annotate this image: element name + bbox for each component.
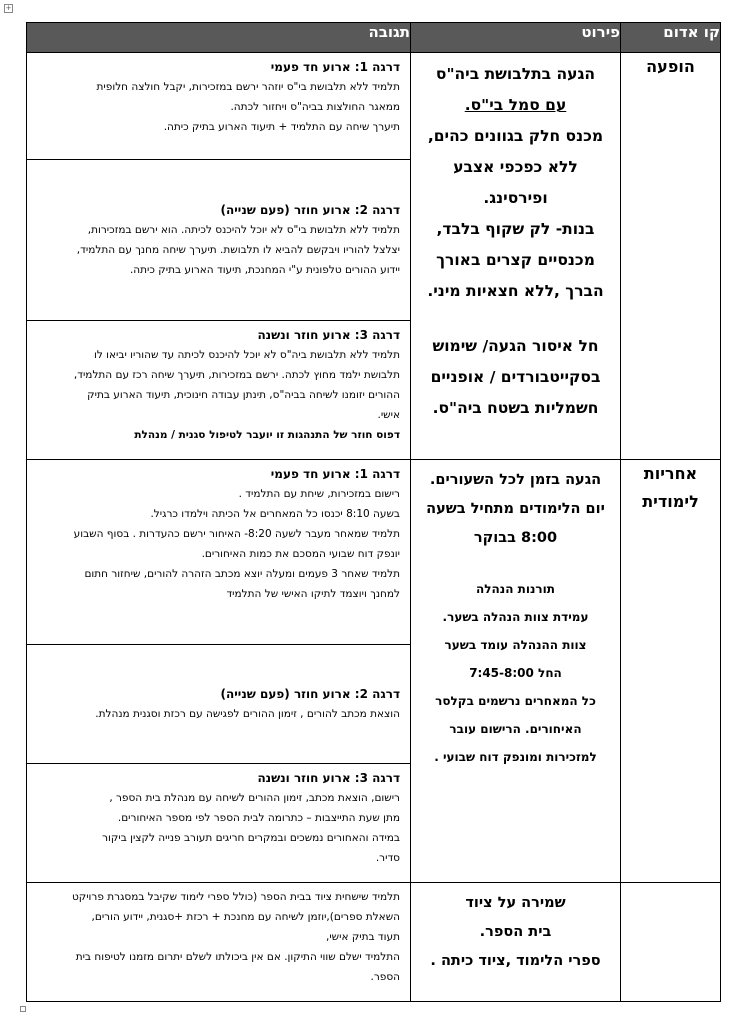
end-marker-icon <box>20 1006 26 1012</box>
response-level-2: דרגה 2: ארוע חוזר (פעם שנייה) הוצאת מכתב להורים , זימון ההורים לפגישה עם רכזת וסגנית מנהלת. <box>27 645 411 764</box>
header-row <box>27 23 721 53</box>
line-equipment <box>621 883 721 1002</box>
detail-equipment: שמירה על ציוד בית הספר. ספרי הלימוד ,ציוד כיתה . <box>411 883 621 1002</box>
line-appearance: הופעה <box>621 53 721 460</box>
response-equipment: תלמיד שישחית ציוד בבית הספר (כולל ספרי לימוד שקיבל במסגרת פרויקט השאלת ספרים),יוזמן לשיחה עם מחנכת + רכזת +סגנית, יידוע הורים, תעוד בתיק אישי, התלמיד ישלם שווי התיקון. אם אין ביכולתו לשלם יתרום מזמנו לטיפוח בית הספר. <box>27 883 411 1002</box>
response-level-2: דרגה 2: ארוע חוזר (פעם שנייה) תלמיד ללא תלבושת בי"ס לא יוכל להיכנס לכיתה. הוא ירשם במזכירות, יצלצל להוריו ויבקשם להביא לו תלבושת. תיערך שיחה מחנך עם התלמיד, יידוע ההורים טלפונית ע"י המחנכת, תיעוד הארוע בתיק כיתה. <box>27 160 411 321</box>
table-row <box>27 53 721 160</box>
header-detail: פירוט <box>411 23 621 53</box>
red-lines-table <box>26 22 721 1002</box>
table-row <box>27 883 721 1002</box>
detail-academic: הגעה בזמן לכל השעורים. יום הלימודים מתחיל בשעה 8:00 בבוקר תורנות הנהלה עמידת צוות הנהלה בשער. צוות ההנהלה עומד בשער החל 7:45-8:00 כל המאחרים נרשמים בקלסר האיחורים. הרישום עובר למזכירות ומונפק דוח שבועי . <box>411 460 621 883</box>
table-move-handle-icon[interactable]: + <box>5 4 12 12</box>
header-line: קו אדום <box>621 23 721 53</box>
response-level-3: דרגה 3: ארוע חוזר ונשנה תלמיד ללא תלבושת ביה"ס לא יוכל להיכנס לכיתה עד שהוריו יביאו לו תלבושת ילמד מחוץ לכתה. ירשם במזכירות, תיערך שיחה רכז עם התלמיד, ההורים יזומנו לשיחה בביה"ס, תינתן עבודה חינוכית, תיעוד הארוע בתיק אישי. דפוס חוזר של התנהגות זו יועבר לטיפול סגנית / מנהלת <box>27 321 411 460</box>
table-row <box>27 460 721 645</box>
line-academic: אחריות לימודית <box>621 460 721 883</box>
response-level-1: דרגה 1: ארוע חד פעמי רישום במזכירות, שיחת עם התלמיד . בשעה 8:10 יכנסו כל המאחרים אל הכיתה וילמדו כרגיל. תלמיד שמאחר מעבר לשעה 8:20- האיחור ירשם כהעדרות . בסוף השבוע יונפק דוח שבועי המסכם את כמות האיחורים. תלמיד שאחר 3 פעמים ומעלה יוצא מכתב הזהרה להורים, שיחזור חתום למחנך ויוצמד לתיקו האישי של התלמיד <box>27 460 411 645</box>
detail-appearance: הגעה בתלבושת ביה"ס עם סמל בי"ס. מכנס חלק בגוונים כהים, ללא כפכפי אצבע ופירסינג. בנות- לק שקוף בלבד, מכנסיים קצרים באורך הברך ,ללא חצאיות מיני. חל איסור הגעה/ שימוש בסקייטבורדים / אופניים חשמליות בשטח ביה"ס. <box>411 53 621 460</box>
header-response: תגובה <box>27 23 411 53</box>
response-level-3: דרגה 3: ארוע חוזר ונשנה רישום, הוצאת מכתב, זימון ההורים לשיחה עם מנהלת בית הספר , מתן שעת התייצבות – כתרומה לבית הספר לפי מספר האיחורים. במידה והאחורים נמשכים ובמקרים חריגים תעורב פנייה לקצין ביקור סדיר. <box>27 764 411 883</box>
response-level-1: דרגה 1: ארוע חד פעמי תלמיד ללא תלבושת בי"ס יוזהר ירשם במזכירות, יקבל חולצה חלופית ממאגר החולצות בביה"ס ויחזור לכתה. תיערך שיחה עם התלמיד + תיעוד הארוע בתיק כיתה. <box>27 53 411 160</box>
